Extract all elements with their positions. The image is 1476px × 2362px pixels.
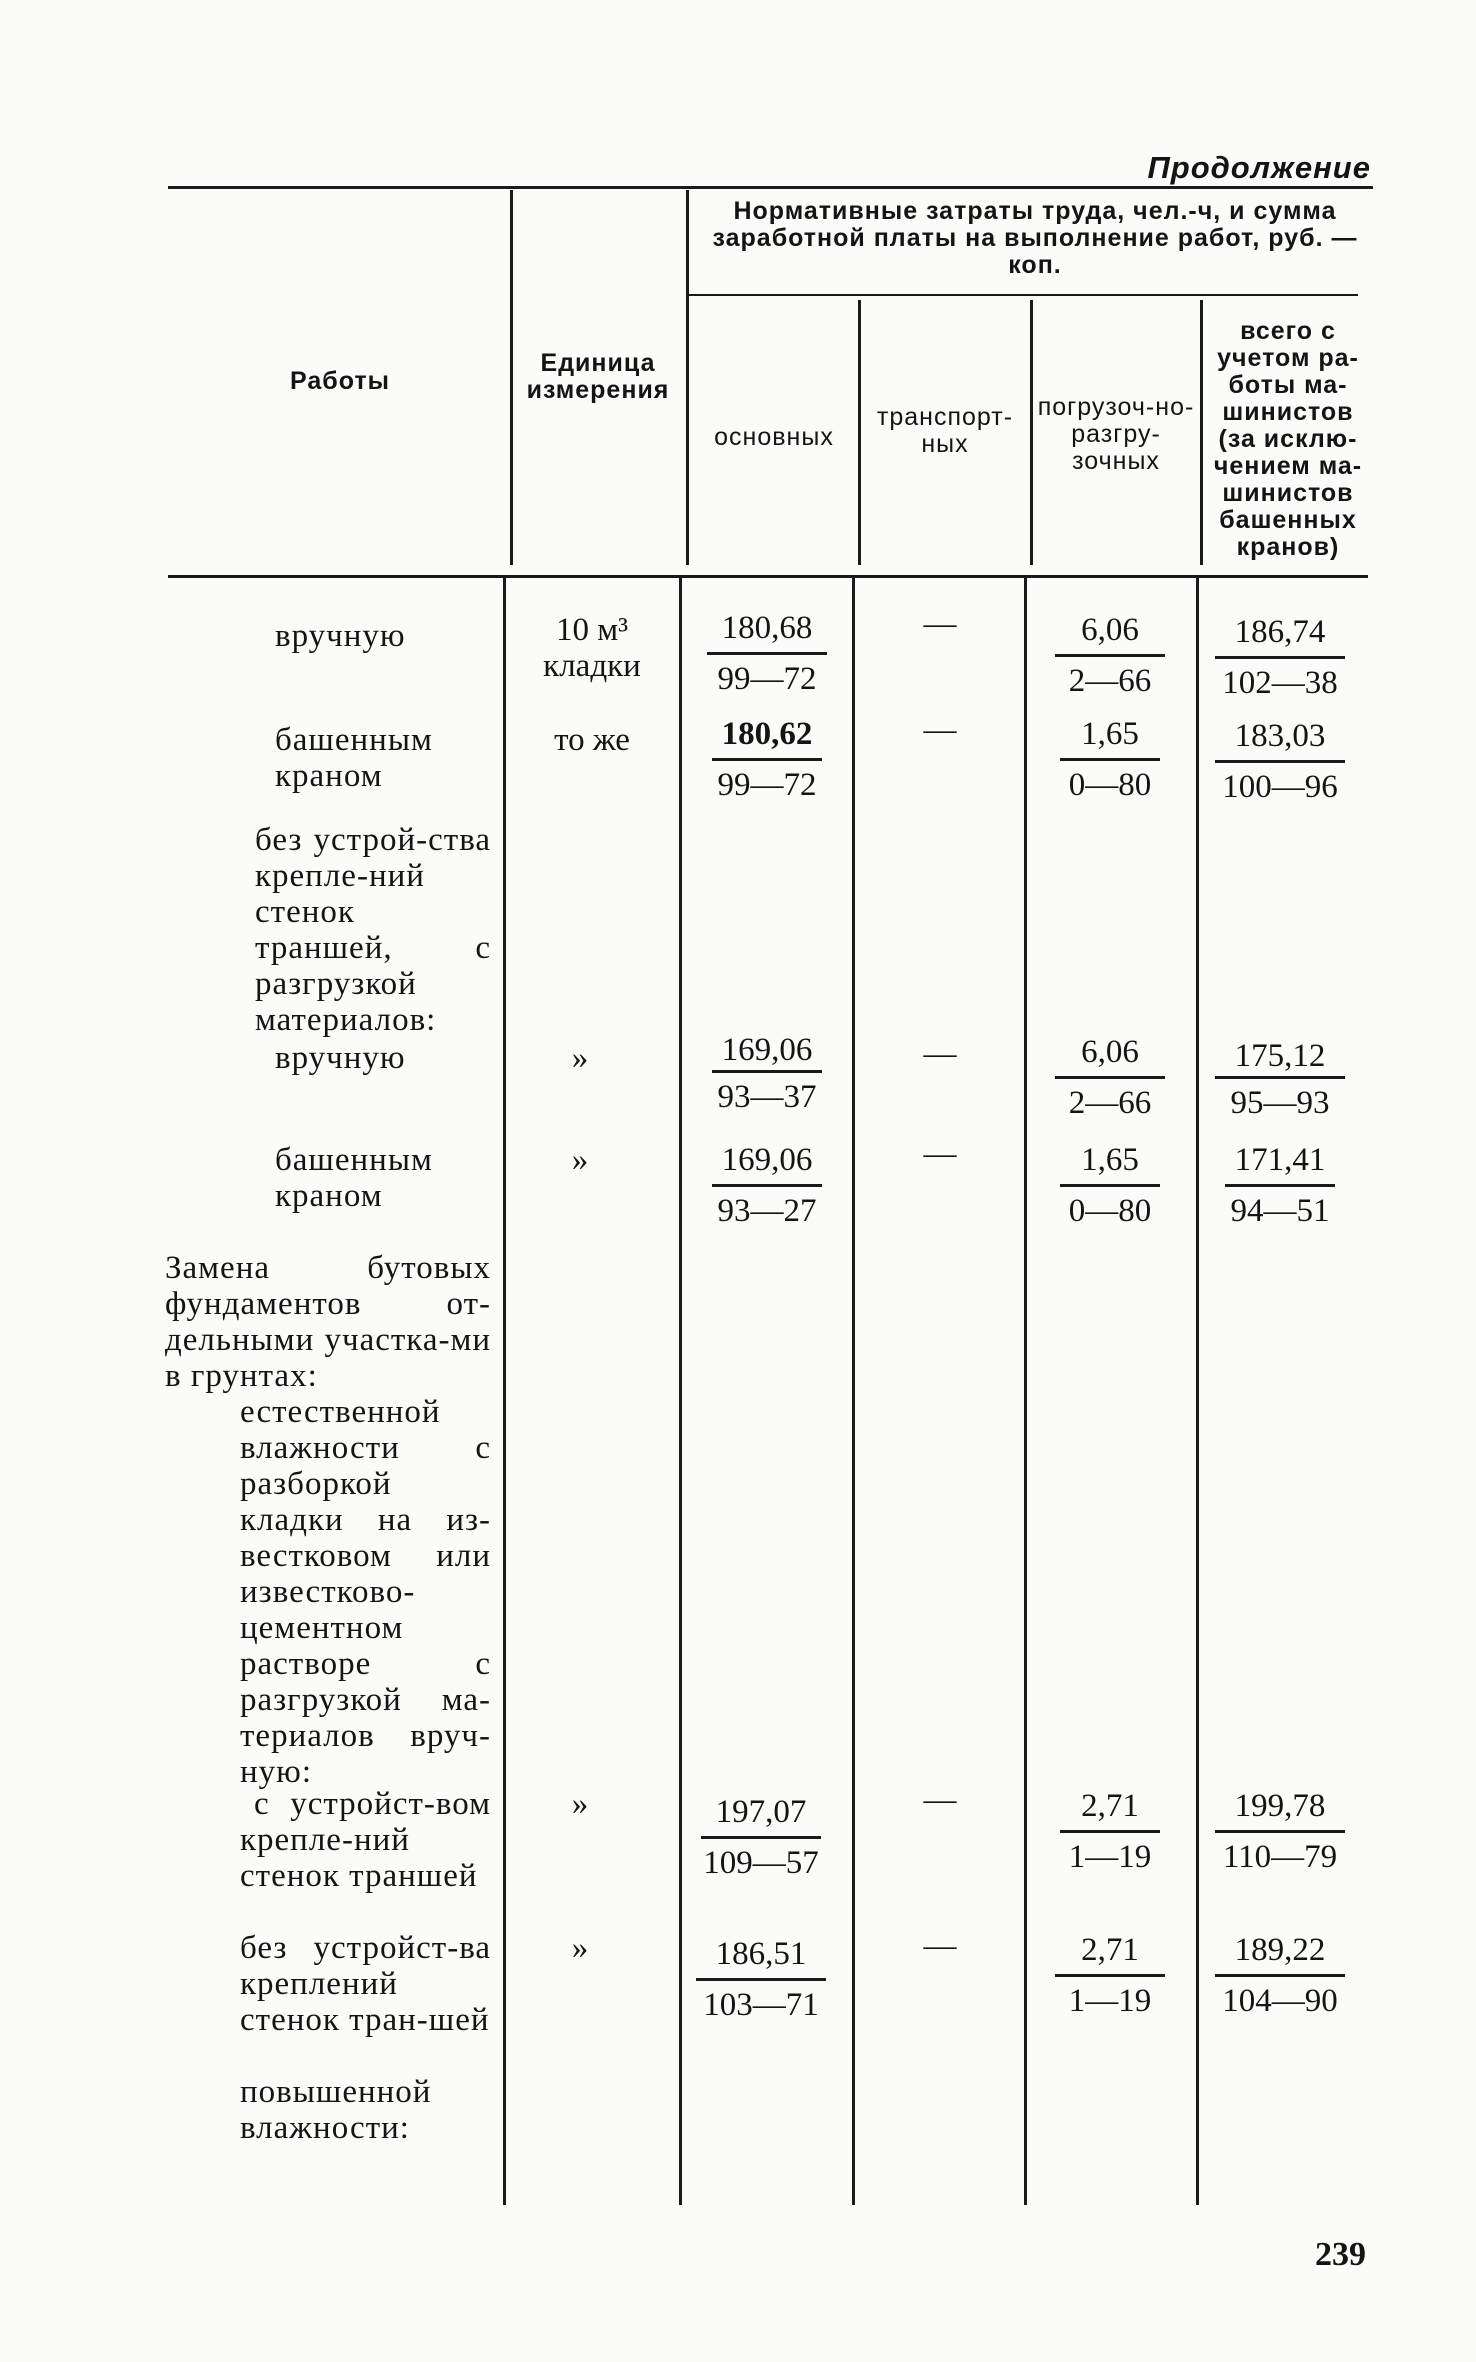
work-label: вручную — [275, 618, 406, 654]
total-value — [1205, 612, 1355, 703]
loading-value — [1035, 1032, 1185, 1123]
col-divider-3-body — [852, 578, 855, 2205]
header-works: Работы — [290, 367, 390, 395]
loading-wage: 1—19 — [1068, 1839, 1152, 1875]
norms-underline — [688, 294, 1358, 296]
main-hours: 169,06 — [721, 1032, 813, 1068]
col-divider-2-header — [686, 190, 689, 565]
work-group-label: повышенной влажности: — [240, 2074, 432, 2146]
work-section-label: Замена бутовых фундаментов от-дельными участка-ми в грунтах: — [165, 1250, 491, 1394]
main-hours: 169,06 — [721, 1142, 813, 1178]
loading-hours: 2,71 — [1081, 1932, 1139, 1968]
total-hours: 189,22 — [1234, 1932, 1326, 1968]
total-wage: 102—38 — [1222, 665, 1338, 701]
main-value — [686, 1792, 836, 1883]
total-wage: 94—51 — [1230, 1193, 1330, 1229]
header-col-main: основных — [714, 423, 834, 451]
main-value — [692, 608, 842, 699]
loading-wage: 0—80 — [1068, 767, 1152, 803]
total-value — [1205, 1930, 1355, 2021]
loading-hours: 2,71 — [1081, 1788, 1139, 1824]
unit-label: » — [571, 1040, 589, 1076]
main-hours: 180,62 — [721, 716, 813, 752]
loading-value — [1035, 1930, 1185, 2021]
col-divider-3-header — [858, 300, 861, 565]
main-hours: 197,07 — [715, 1794, 807, 1830]
main-hours: 180,68 — [721, 610, 813, 646]
transport-value: — — [923, 1036, 957, 1072]
loading-hours: 6,06 — [1081, 1034, 1139, 1070]
work-group-label: естественной влажности с разборкой кладки на из-вестковом или известково-цементном растворе с разгрузкой ма-териалов вруч-ную: — [240, 1394, 491, 1790]
total-value — [1205, 1036, 1355, 1123]
main-wage: 93—37 — [717, 1079, 817, 1115]
unit-label: » — [571, 1142, 589, 1178]
col-divider-5-body — [1196, 578, 1199, 2205]
transport-value: — — [923, 1928, 957, 1964]
loading-value — [1035, 610, 1185, 701]
main-wage: 103—71 — [703, 1987, 819, 2023]
header-norms: Нормативные затраты труда, чел.-ч, и сумма заработной платы на выполнение работ, руб. — коп. — [712, 197, 1358, 279]
work-label: башенным краном — [275, 1142, 433, 1214]
continuation-label: Продолжение — [1147, 150, 1371, 185]
total-hours: 175,12 — [1234, 1038, 1326, 1074]
work-label: вручную — [275, 1040, 406, 1076]
page-number: 239 — [1315, 2236, 1366, 2273]
total-wage: 110—79 — [1222, 1839, 1338, 1875]
loading-wage: 1—19 — [1068, 1983, 1152, 2019]
total-value — [1205, 716, 1355, 807]
loading-wage: 2—66 — [1068, 663, 1152, 699]
header-col-loading: погрузоч-но-разгру-зочных — [1037, 393, 1195, 475]
transport-value: — — [923, 712, 957, 748]
main-value — [686, 1934, 836, 2025]
work-label: без устройст-ва креплений стенок тран-шей — [240, 1930, 491, 2038]
total-hours: 199,78 — [1234, 1788, 1326, 1824]
unit-label: » — [571, 1930, 589, 1966]
transport-value: — — [923, 1782, 957, 1818]
unit-label: 10 м³ кладки — [543, 612, 641, 684]
main-value — [692, 1140, 842, 1231]
loading-value — [1035, 714, 1185, 805]
col-divider-4-body — [1024, 578, 1027, 2205]
total-value — [1205, 1140, 1355, 1231]
unit-label: » — [571, 1786, 589, 1822]
loading-value — [1035, 1786, 1185, 1877]
transport-value: — — [923, 606, 957, 642]
loading-wage: 2—66 — [1068, 1085, 1152, 1121]
col-divider-4-header — [1030, 300, 1033, 565]
total-wage: 95—93 — [1230, 1085, 1330, 1121]
total-wage: 100—96 — [1222, 769, 1338, 805]
loading-hours: 1,65 — [1081, 1142, 1139, 1178]
total-value — [1205, 1786, 1355, 1877]
work-label: с устройст-вом крепле-ний стенок траншей — [240, 1786, 491, 1894]
work-label: башенным краном — [275, 722, 433, 794]
work-group-label: без устрой-ства крепле-ний стенок траншей, с разгрузкой материалов: — [255, 822, 491, 1038]
unit-label: то же — [554, 722, 630, 758]
total-hours: 186,74 — [1234, 614, 1326, 650]
total-wage: 104—90 — [1222, 1983, 1338, 2019]
main-hours: 186,51 — [715, 1936, 807, 1972]
main-wage: 99—72 — [717, 767, 817, 803]
header-col-transport: транспорт-ных — [876, 403, 1014, 458]
col-divider-5-header — [1200, 300, 1203, 565]
main-wage: 99—72 — [717, 661, 817, 697]
loading-wage: 0—80 — [1068, 1193, 1152, 1229]
main-wage: 109—57 — [703, 1845, 819, 1881]
loading-value — [1035, 1140, 1185, 1231]
header-col-total: всего с учетом ра-боты ма-шинистов (за исклю-чением ма-шинистов башенных кранов) — [1213, 317, 1363, 561]
header-unit: Единица измерения — [526, 349, 670, 404]
loading-hours: 6,06 — [1081, 612, 1139, 648]
main-value — [692, 714, 842, 805]
loading-hours: 1,65 — [1081, 716, 1139, 752]
header-bottom-rule — [168, 575, 1368, 578]
main-value — [692, 1030, 842, 1117]
main-wage: 93—27 — [717, 1193, 817, 1229]
total-hours: 183,03 — [1234, 718, 1326, 754]
total-hours: 171,41 — [1234, 1142, 1326, 1178]
col-divider-2-body — [679, 578, 682, 2205]
header-top-rule — [168, 186, 1373, 189]
transport-value: — — [923, 1136, 957, 1172]
